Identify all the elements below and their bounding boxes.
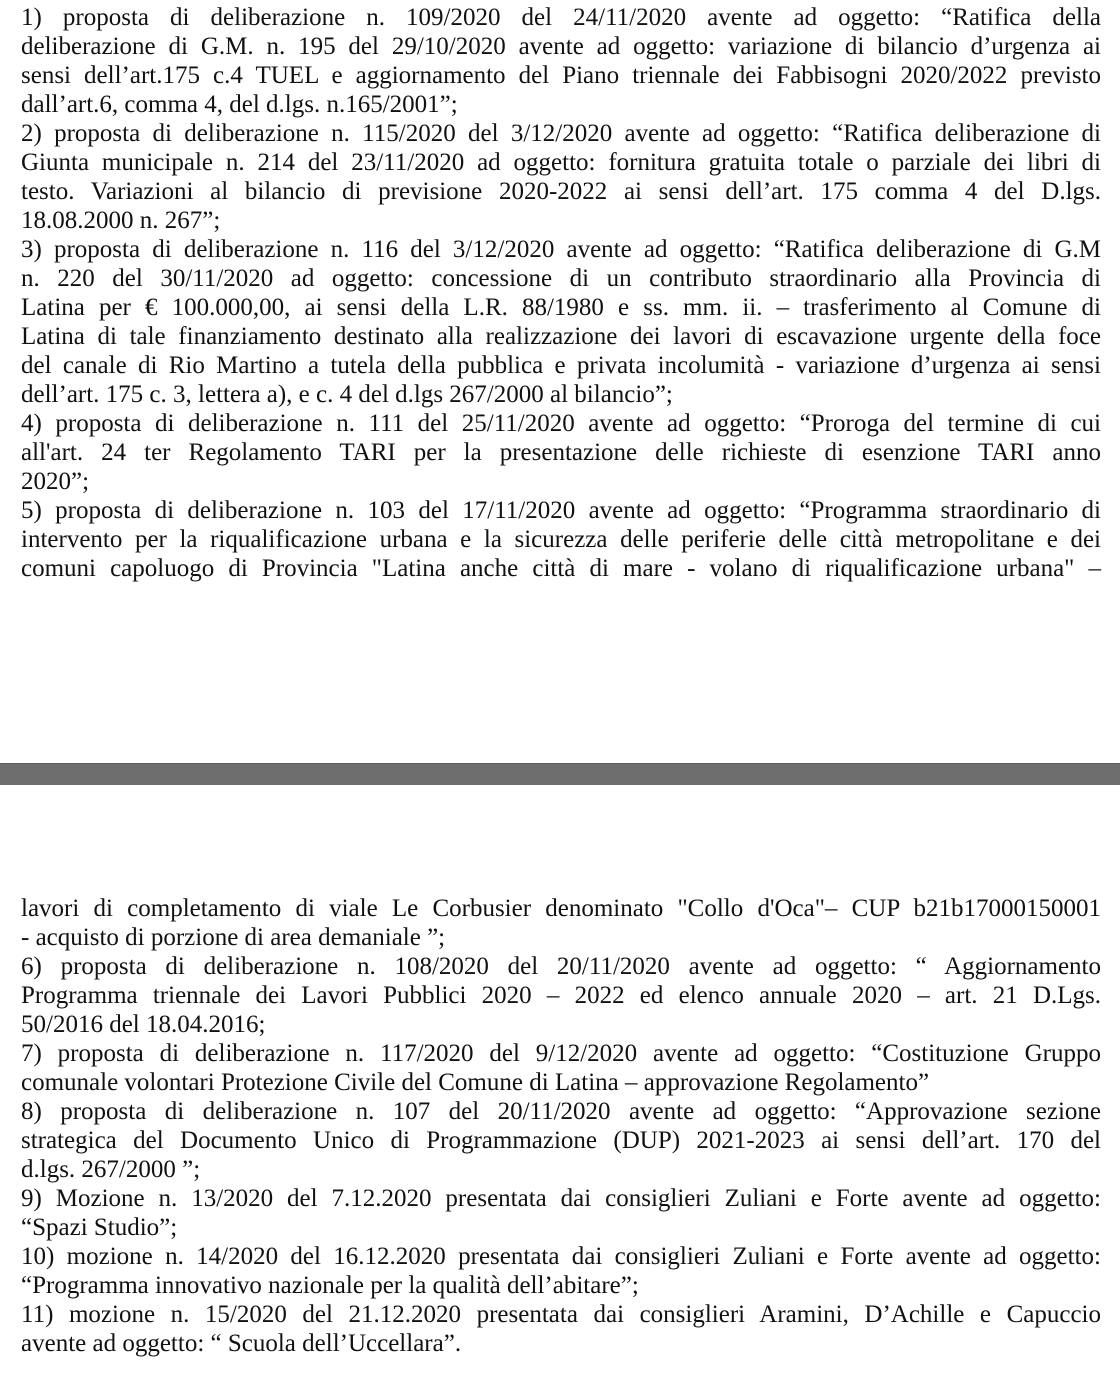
agenda-line: deliberazione di G.M. n. 195 del 29/10/2020 avente ad oggetto: variazione di bilancio d’urgenza ai <box>21 33 1101 60</box>
page-separator <box>0 763 1120 785</box>
agenda-line: 8) proposta di deliberazione n. 107 del 20/11/2020 avente ad oggetto: “Approvazione sezione <box>21 1098 1101 1125</box>
agenda-line: Latina per € 100.000,00, ai sensi della L.R. 88/1980 e ss. mm. ii. – trasferimento al Comune di <box>21 294 1101 321</box>
agenda-line: 2020”; <box>21 468 90 495</box>
agenda-line: comunale volontari Protezione Civile del Comune di Latina – approvazione Regolamento” <box>21 1069 930 1096</box>
agenda-line: comuni capoluogo di Provincia "Latina anche città di mare - volano di riqualificazione urbana" – <box>21 555 1101 582</box>
agenda-text-bottom <box>21 894 1101 1358</box>
agenda-line: 10) mozione n. 14/2020 del 16.12.2020 presentata dai consiglieri Zuliani e Forte avente ad oggetto: <box>21 1243 1101 1270</box>
agenda-line: - acquisto di porzione di area demaniale ”; <box>21 924 446 951</box>
agenda-line: avente ad oggetto: “ Scuola dell’Uccellara”. <box>21 1330 462 1357</box>
agenda-line: dall’art.6, comma 4, del d.lgs. n.165/2001”; <box>21 91 458 118</box>
agenda-line: 9) Mozione n. 13/2020 del 7.12.2020 presentata dai consiglieri Zuliani e Forte avente ad oggetto: <box>21 1185 1101 1212</box>
agenda-line: intervento per la riqualificazione urbana e la sicurezza delle periferie delle città metropolitane e dei <box>21 526 1101 553</box>
agenda-line: “Programma innovativo nazionale per la qualità dell’abitare”; <box>21 1272 639 1299</box>
agenda-line: Programma triennale dei Lavori Pubblici 2020 – 2022 ed elenco annuale 2020 – art. 21 D.Lgs. <box>21 982 1101 1009</box>
agenda-line: 7) proposta di deliberazione n. 117/2020 del 9/12/2020 avente ad oggetto: “Costituzione Gruppo <box>21 1040 1101 1067</box>
agenda-line: 11) mozione n. 15/2020 del 21.12.2020 presentata dai consiglieri Aramini, D’Achille e Capuccio <box>21 1301 1101 1328</box>
agenda-line: Giunta municipale n. 214 del 23/11/2020 ad oggetto: fornitura gratuita totale o parziale dei libri di <box>21 149 1101 176</box>
agenda-text-top <box>21 3 1101 583</box>
agenda-line: n. 220 del 30/11/2020 ad oggetto: concessione di un contributo straordinario alla Provincia di <box>21 265 1101 292</box>
agenda-line: del canale di Rio Martino a tutela della pubblica e privata incolumità - variazione d’urgenza ai sensi <box>21 352 1101 379</box>
agenda-line: testo. Variazioni al bilancio di previsione 2020-2022 ai sensi dell’art. 175 comma 4 del D.lgs. <box>21 178 1101 205</box>
agenda-line: sensi dell’art.175 c.4 TUEL e aggiornamento del Piano triennale dei Fabbisogni 2020/2022 previsto <box>21 62 1101 89</box>
agenda-line: 4) proposta di deliberazione n. 111 del 25/11/2020 avente ad oggetto: “Proroga del termine di cui <box>21 410 1101 437</box>
agenda-line: 18.08.2000 n. 267”; <box>21 207 221 234</box>
agenda-line: d.lgs. 267/2000 ”; <box>21 1156 201 1183</box>
agenda-line: dell’art. 175 c. 3, lettera a), e c. 4 del d.lgs 267/2000 al bilancio”; <box>21 381 673 408</box>
agenda-line: 5) proposta di deliberazione n. 103 del 17/11/2020 avente ad oggetto: “Programma straordinario di <box>21 497 1101 524</box>
agenda-line: 6) proposta di deliberazione n. 108/2020 del 20/11/2020 avente ad oggetto: “ Aggiornamento <box>21 953 1101 980</box>
agenda-line: lavori di completamento di viale Le Corbusier denominato "Collo d'Oca"– CUP b21b17000150001 <box>21 895 1101 922</box>
agenda-line: Latina di tale finanziamento destinato alla realizzazione dei lavori di escavazione urgente della foce <box>21 323 1101 350</box>
agenda-line: strategica del Documento Unico di Programmazione (DUP) 2021-2023 ai sensi dell’art. 170 del <box>21 1127 1101 1154</box>
agenda-line: 50/2016 del 18.04.2016; <box>21 1011 266 1038</box>
agenda-line: all'art. 24 ter Regolamento TARI per la presentazione delle richieste di esenzione TARI anno <box>21 439 1101 466</box>
agenda-line: 2) proposta di deliberazione n. 115/2020 del 3/12/2020 avente ad oggetto: “Ratifica deliberazione di <box>21 120 1101 147</box>
agenda-line: 3) proposta di deliberazione n. 116 del 3/12/2020 avente ad oggetto: “Ratifica deliberazione di G.M <box>21 236 1101 263</box>
agenda-line: 1) proposta di deliberazione n. 109/2020 del 24/11/2020 avente ad oggetto: “Ratifica della <box>21 4 1101 31</box>
document-page-bottom <box>0 785 1120 1400</box>
agenda-line: “Spazi Studio”; <box>21 1214 178 1241</box>
